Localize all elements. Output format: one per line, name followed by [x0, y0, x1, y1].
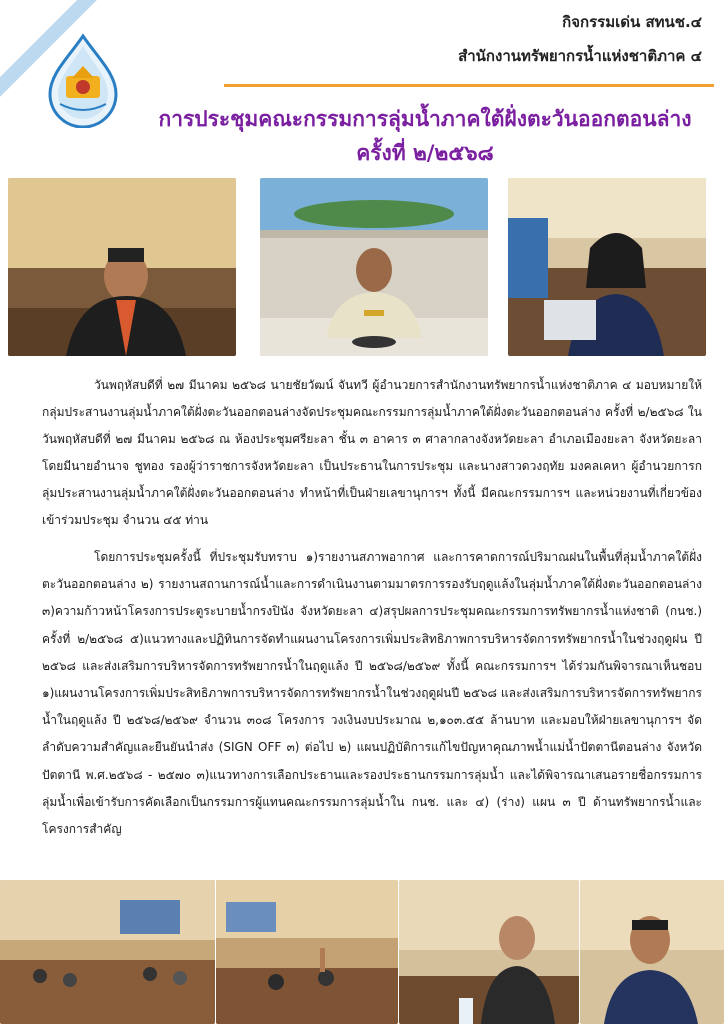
page-title: [132, 102, 718, 170]
photo-official-speaker: [580, 880, 724, 1024]
agency-logo: [38, 32, 128, 128]
photo-elder-speaker: [399, 880, 579, 1024]
header-agency-name: สำนักงานทรัพยากรน้ำแห่งชาติภาค ๔: [458, 47, 702, 65]
photo-meeting-room-wide: [0, 880, 215, 1024]
header-divider: [224, 84, 714, 87]
photo-speaker-left: [8, 178, 236, 356]
body-paragraph-1: วันพฤหัสบดีที่ ๒๗ มีนาคม ๒๕๖๘ นายชัยวัฒน์ จันทวี ผู้อำนวยการสำนักงานทรัพยากรน้ำแห่งชาติภาค ๔ มอบหมายให้กลุ่มประสานงานลุ่มน้ำภาคใต้ฝั่งตะวันออกตอนล่างจัดประชุมคณะกรรมการลุ่มน้ำภาคใต้ฝั่งตะวันออกตอนล่าง ครั้งที่ ๒/๒๕๖๘ ในวันพฤหัสบดีที่ ๒๗ มีนาคม ๒๕๖๘ ณ ห้องประชุมศรียะลา ชั้น ๓ อาคาร ๓ ศาลากลางจังหวัดยะลา อำเภอเมืองยะลา จังหวัดยะลา โดยมีนายอำนาจ ชูทอง รองผู้ว่าราชการจังหวัดยะลา เป็นประธานในการประชุม และนางสาวดวงฤทัย มงคลเคหา ผู้อำนวยการกลุ่มประสานงานลุ่มน้ำภาคใต้ฝั่งตะวันออกตอนล่าง ทำหน้าที่เป็นฝ่ายเลขานุการฯ ทั้งนี้ มีคณะกรรมการฯ และหน่วยงานที่เกี่ยวข้องเข้าร่วมประชุม จำนวน ๔๕ ท่าน: [42, 378, 702, 527]
title-line-2: ครั้งที่ ๒/๒๕๖๘: [356, 141, 494, 165]
water-drop-emblem-icon: [38, 32, 128, 128]
photo-speaker-right: [508, 178, 706, 356]
title-line-1: การประชุมคณะกรรมการลุ่มน้ำภาคใต้ฝั่งตะวันออกตอนล่าง: [158, 107, 692, 131]
header-activity-label: กิจกรรมเด่น สทนช.๔: [562, 13, 702, 31]
photo-meeting-room-hands: [216, 880, 398, 1024]
photo-chairman: [260, 178, 488, 356]
body-paragraph-2: โดยการประชุมครั้งนี้ ที่ประชุมรับทราบ ๑)รายงานสภาพอากาศ และการคาดการณ์ปริมาณฝนในพื้นที่ลุ่มน้ำภาคใต้ฝั่งตะวันออกตอนล่าง ๒) รายงานสถานการณ์น้ำและการดำเนินงานตามมาตรการรองรับฤดูแล้งในลุ่มน้ำภาคใต้ฝั่งตะวันออกตอนล่าง ๓)ความก้าวหน้าโครงการประตูระบายน้ำกรงปินัง จังหวัดยะลา ๔)สรุปผลการประชุมคณะกรรมการทรัพยากรน้ำแห่งชาติ (กนช.) ครั้งที่ ๒/๒๕๖๘ ๕)แนวทางและปฏิทินการจัดทำแผนงานโครงการเพิ่มประสิทธิภาพการบริหารจัดการทรัพยากรน้ำในช่วงฤดูฝน ปี ๒๕๖๘ และส่งเสริมการบริหารจัดการทรัพยากรน้ำในฤดูแล้ง ปี ๒๕๖๘/๒๕๖๙ ทั้งนี้ คณะกรรมการฯ ได้ร่วมกันพิจารณาเห็นชอบ ๑)แผนงานโครงการเพิ่มประสิทธิภาพการบริหารจัดการทรัพยากรน้ำในช่วงฤดูฝนปี ๒๕๖๘ และส่งเสริมการบริหารจัดการทรัพยากรน้ำในฤดูแล้ง ปี ๒๕๖๘/๒๕๖๙ จำนวน ๓๐๘ โครงการ วงเงินงบประมาณ ๒,๑๐๓.๕๕ ล้านบาท และมอบให้ฝ่ายเลขานุการฯ จัดลำดับความสำคัญและยืนยันนำส่ง (SIGN OFF ๓) ต่อไป ๒) แผนปฏิบัติการแก้ไขปัญหาคุณภาพน้ำแม่น้ำปัตตานีตอนล่าง จังหวัดปัตตานี พ.ศ.๒๕๖๘ - ๒๕๗๐ ๓)แนวทางการเลือกประธานและรองประธานกรรมการลุ่มน้ำ และได้พิจารณาเสนอรายชื่อกรรมการลุ่มน้ำเพื่อเข้ารับการคัดเลือกเป็นกรรมการผู้แทนคณะกรรมการลุ่มน้ำใน กนช. และ ๔) (ร่าง) แผน ๓ ปี ด้านทรัพยากรน้ำและโครงการสำคัญ: [42, 550, 703, 837]
